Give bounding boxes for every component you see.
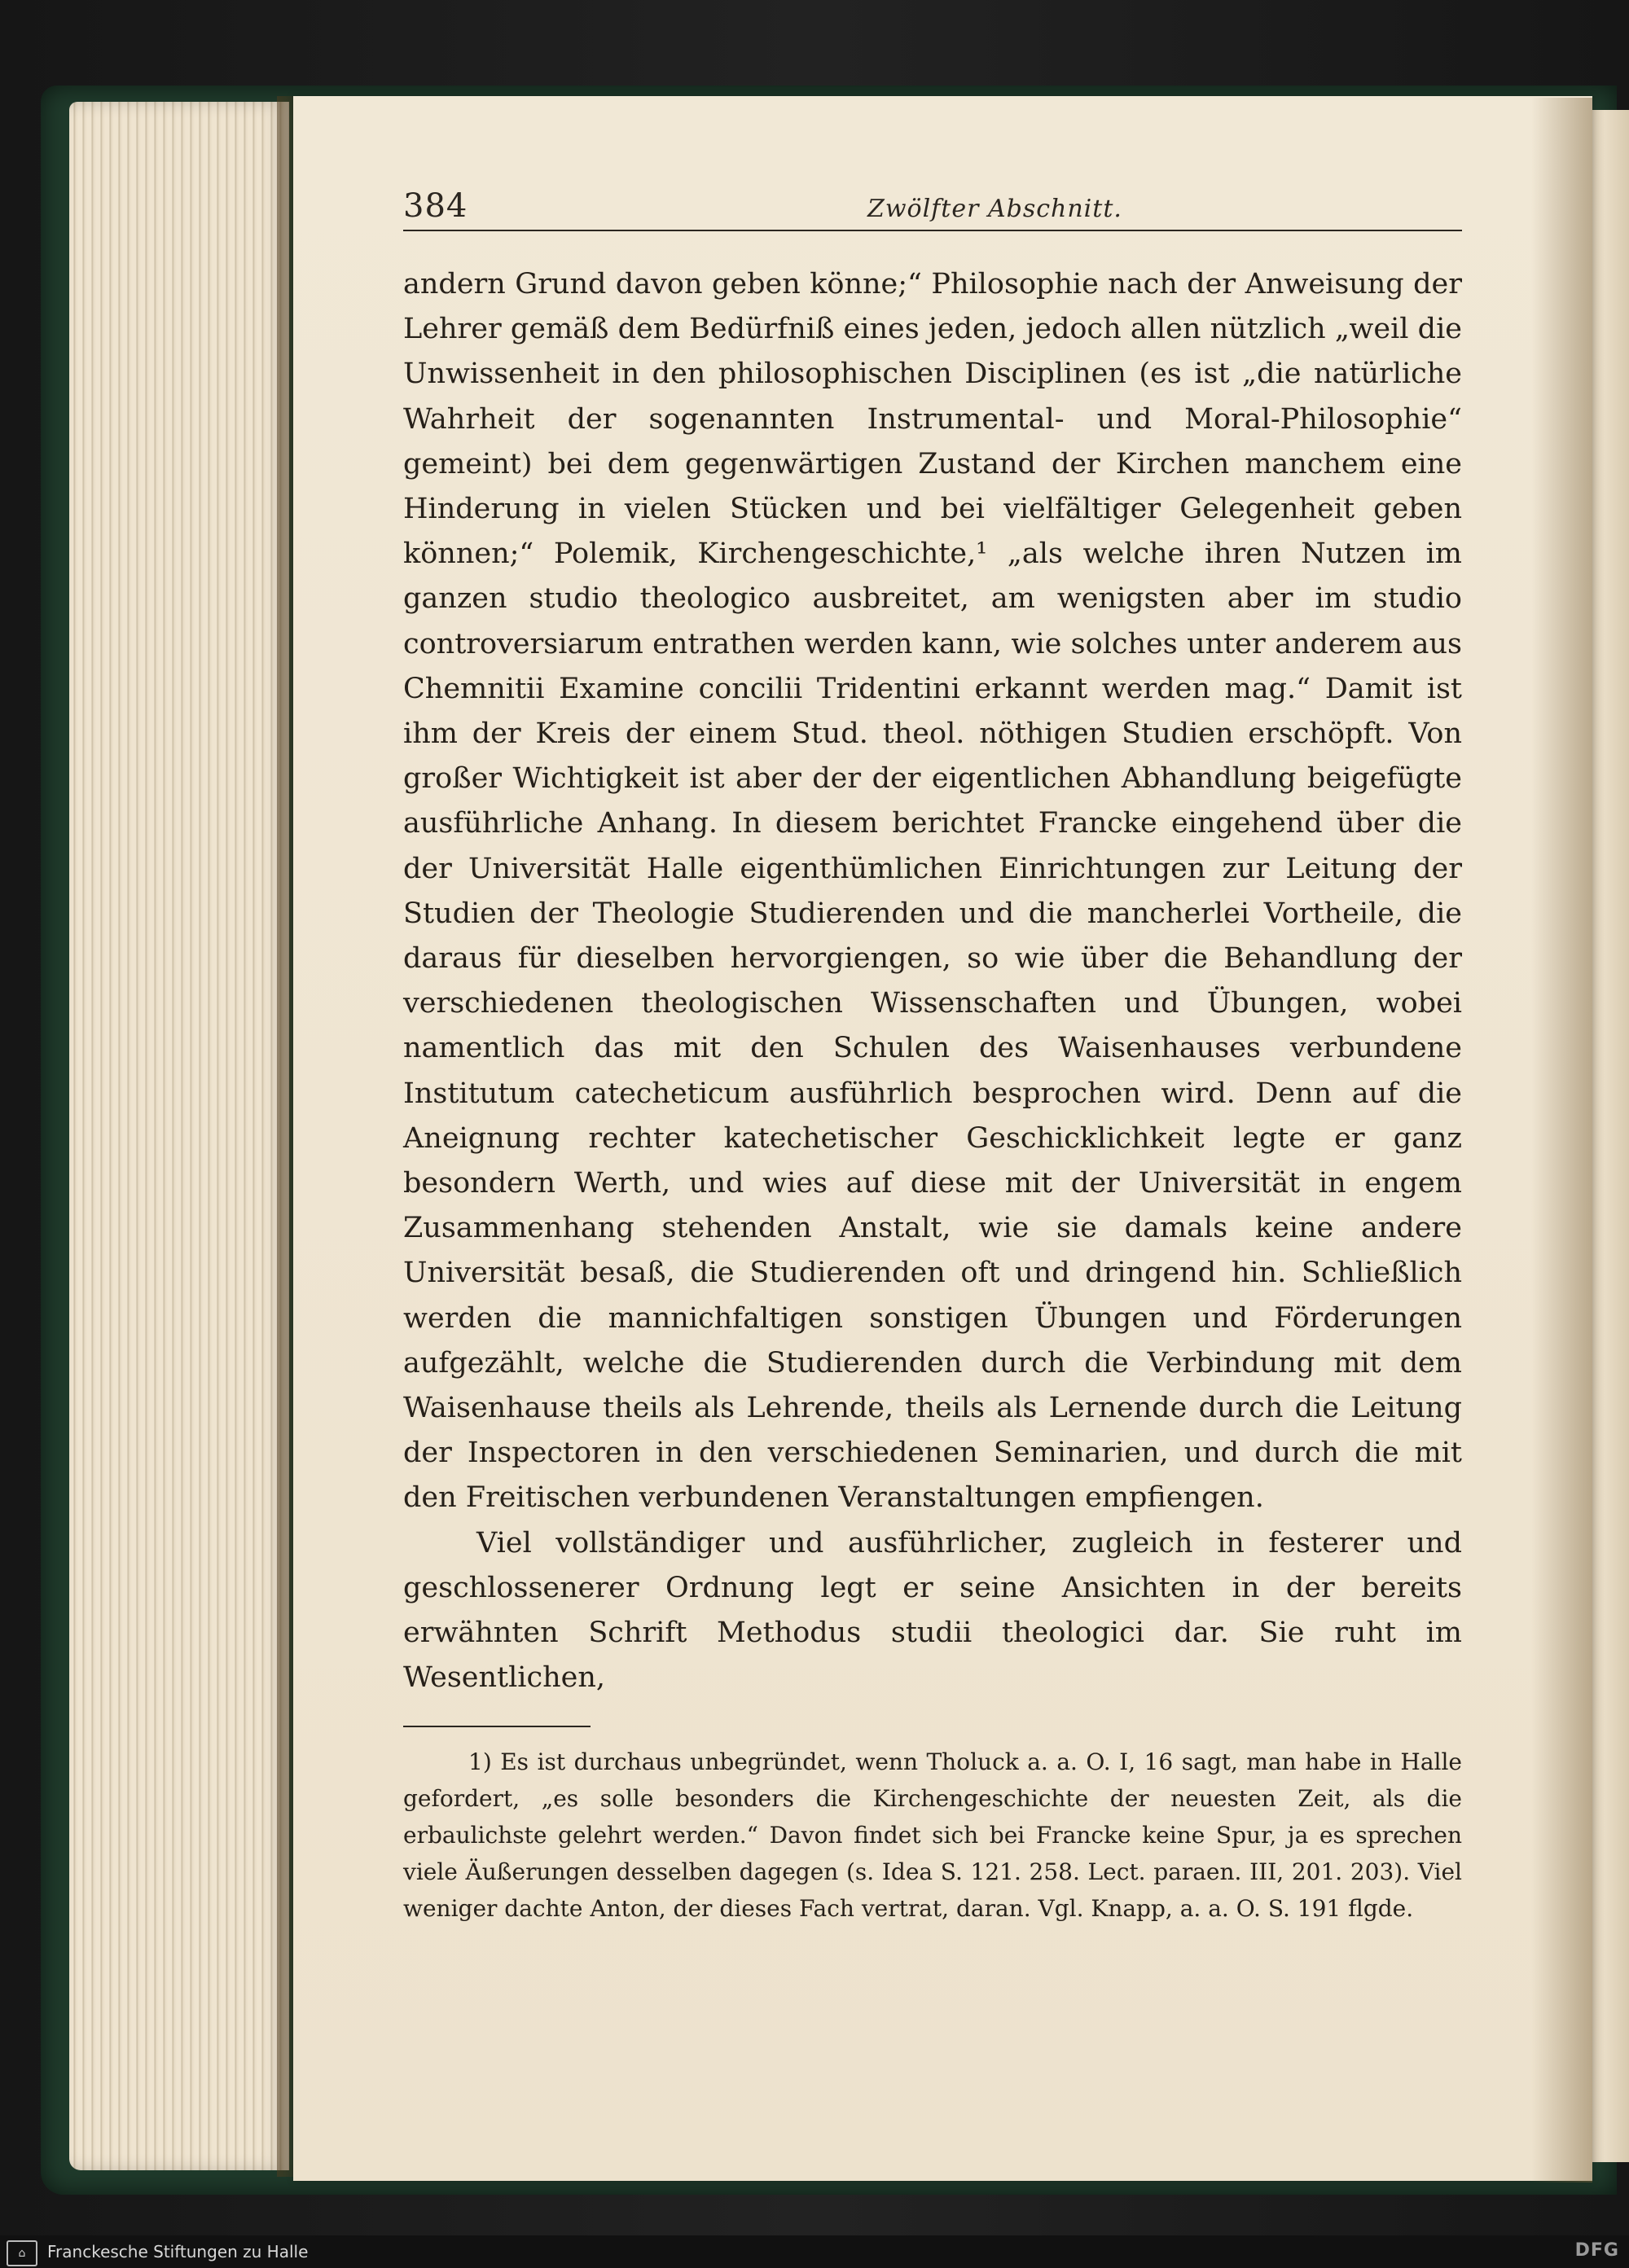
footnote: 1) Es ist durchaus unbegründet, wenn Tholuck a. a. O. I, 16 sagt, man habe in Halle gefordert, „es solle besonders die Kirchengeschichte der neuesten Zeit, als die erbaulichste gelehrt werden.“ Davon findet sich bei Francke keine Spur, ja es sprechen viele Äußerungen desselben dagegen (s. Idea S. 121. 258. Lect. paraen. III, 201. 203). Viel weniger dachte Anton, der dieses Fach vertrat, daran. Vgl. Knapp, a. a. O. S. 191 flgde. xyxy=(403,1748,1462,1922)
gutter-shadow xyxy=(1531,98,1592,2182)
institution-logo-icon: ⌂ xyxy=(7,2240,37,2266)
page-header xyxy=(403,178,1462,231)
page-content xyxy=(403,178,1462,1927)
footer-bar xyxy=(0,2235,1629,2268)
facing-page-edge xyxy=(1588,110,1629,2162)
paragraph-1: andern Grund davon geben könne;“ Philosophie nach der Anweisung der Lehrer gemäß dem Bedürfniß eines jeden, jedoch allen nützlich „weil die Unwissenheit in den philosophischen Disciplinen (es ist „die natürliche Wahrheit der sogenannten Instrumental- und Moral-Philosophie“ gemeint) bei dem gegenwärtigen Zustand der Kirchen manchem eine Hinderung in vielen Stücken und bei vielfältiger Gelegenheit geben können;“ Polemik, Kirchengeschichte,¹ „als welche ihren Nutzen im ganzen studio theologico ausbreitet, am wenigsten aber im studio controversiarum entrathen werden kann, wie solches unter anderem aus Chemnitii Examine concilii Tridentini erkannt werden mag.“ Damit ist ihm der Kreis der einem Stud. theol. nöthigen Studien erschöpft. Von großer Wichtigkeit ist aber der der eigentlichen Abhandlung beigefügte ausführliche Anhang. In diesem berichtet Francke eingehend über die der Universität Halle eigenthümlichen Einrichtungen zur Leitung der Studien der Theologie Studierenden und die mancherlei Vortheile, die daraus für dieselben hervorgiengen, so wie über die Behandlung der verschiedenen theologischen Wissenschaften und Übungen, wobei namentlich das mit den Schulen des Waisenhauses verbundene Institutum catecheticum ausführlich besprochen wird. Denn auf die Aneignung rechter katechetischer Geschicklichkeit legte er ganz besondern Werth, und wies auf diese mit der Universität in engem Zusammenhang stehenden Anstalt, wie sie damals keine andere Universität besaß, die Studierenden oft und dringend hin. Schließlich werden die mannichfaltigen sonstigen Übungen und Förderungen aufgezählt, welche die Studierenden durch die Verbindung mit dem Waisenhause theils als Lehrende, theils als Lernende durch die Leitung der Inspectoren in den verschiedenen Seminarien, und durch die mit den Freitischen verbundenen Veranstaltungen empfiengen. xyxy=(403,268,1462,1515)
page-number: 384 xyxy=(403,187,468,225)
running-head: Zwölfter Abschnitt. xyxy=(867,195,1122,223)
institution-name: Franckesche Stiftungen zu Halle xyxy=(47,2242,309,2261)
body-text xyxy=(403,262,1462,1701)
paragraph-2: Viel vollständiger und ausführlicher, zugleich in festerer und geschlossenerer Ordnung legt er seine Ansichten in der bereits erwähnten Schrift Methodus studii theologici dar. Sie ruht im Wesentlichen, xyxy=(403,1526,1462,1695)
book-page xyxy=(293,96,1592,2181)
dfg-logo: DFG xyxy=(1574,2240,1619,2261)
page-fore-edge xyxy=(69,102,289,2170)
footnote-divider xyxy=(403,1726,591,1727)
